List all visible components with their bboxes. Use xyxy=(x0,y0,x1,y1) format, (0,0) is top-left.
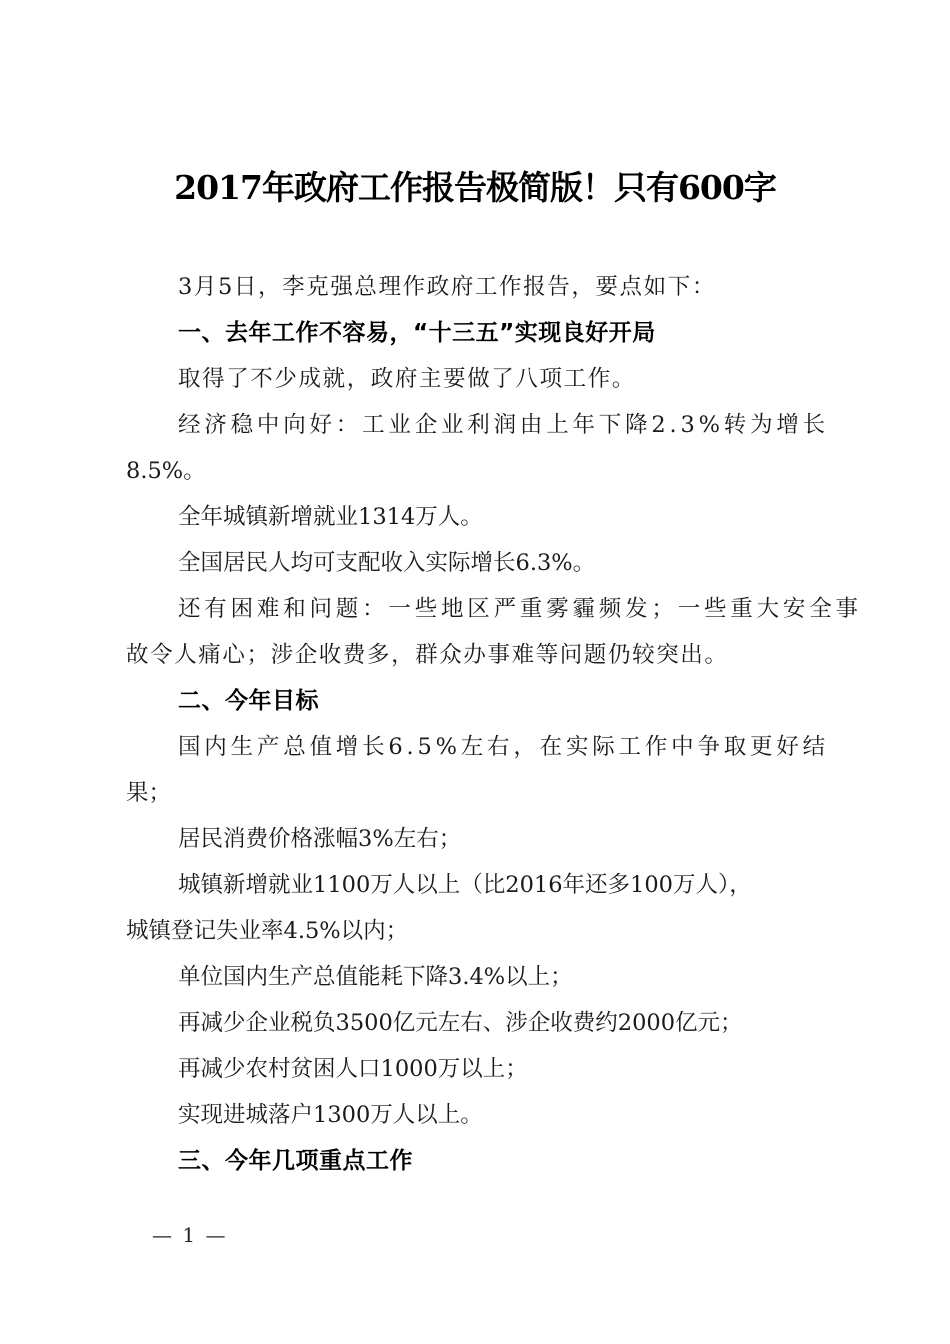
paragraph-energy-target: 单位国内生产总值能耗下降3.4%以上； xyxy=(178,964,573,990)
paragraph-employment-target-line-2: 城镇登记失业率4.5%以内； xyxy=(126,918,409,944)
paragraph-gdp-target-line-2: 果； xyxy=(126,780,172,806)
paragraph-intro: 3月5日，李克强总理作政府工作报告，要点如下： xyxy=(178,274,716,300)
paragraph-gdp-target-line-1: 国内生产总值增长6.5%左右，在实际工作中争取更好结 xyxy=(178,734,829,760)
paragraph-employment-target-line-1: 城镇新增就业1100万人以上（比2016年还多100万人）， xyxy=(178,872,752,898)
paragraph-cpi-target: 居民消费价格涨幅3%左右； xyxy=(178,826,462,852)
paragraph-problems-line-2: 故令人痛心；涉企收费多，群众办事难等问题仍较突出。 xyxy=(126,642,729,668)
document-title: 2017年政府工作报告极简版！只有600字 xyxy=(174,168,776,207)
page-number: — 1 — xyxy=(152,1223,228,1247)
paragraph-economy-line-1: 经济稳中向好：工业企业利润由上年下降2.3%转为增长 xyxy=(178,412,829,438)
paragraph-poverty-target: 再减少农村贫困人口1000万以上； xyxy=(178,1056,528,1082)
section-heading-3: 三、今年几项重点工作 xyxy=(178,1148,413,1174)
section-heading-2: 二、今年目标 xyxy=(178,688,319,714)
paragraph-problems-line-1: 还有困难和问题：一些地区严重雾霾频发；一些重大安全事 xyxy=(178,596,862,622)
section-heading-1: 一、去年工作不容易，“十三五”实现良好开局 xyxy=(178,320,656,346)
paragraph-economy-line-2: 8.5%。 xyxy=(126,458,206,484)
paragraph-urbanization-target: 实现进城落户1300万人以上。 xyxy=(178,1102,483,1128)
paragraph-employment: 全年城镇新增就业1314万人。 xyxy=(178,504,483,530)
paragraph-tax-target: 再减少企业税负3500亿元左右、涉企收费约2000亿元； xyxy=(178,1010,743,1036)
paragraph-achievements: 取得了不少成就，政府主要做了八项工作。 xyxy=(178,366,636,392)
paragraph-income: 全国居民人均可支配收入实际增长6.3%。 xyxy=(178,550,596,576)
